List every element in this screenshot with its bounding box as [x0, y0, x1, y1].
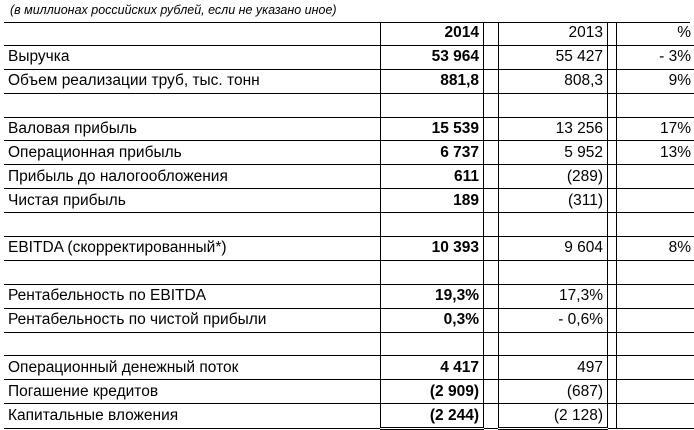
column-gap	[608, 332, 617, 356]
row-label: EBITDA (скорректированный*)	[4, 237, 381, 261]
column-gap	[484, 45, 499, 69]
column-gap	[484, 404, 499, 429]
header-pct: %	[617, 22, 694, 45]
column-gap	[608, 141, 617, 165]
header-gap	[484, 22, 499, 45]
row-label: Валовая прибыль	[4, 117, 381, 141]
row-label: Прибыль до налогообложения	[4, 165, 381, 189]
value-2013	[499, 93, 608, 117]
column-gap	[484, 380, 499, 404]
change-percent	[617, 380, 694, 404]
column-gap	[484, 332, 499, 356]
value-2014: 611	[381, 165, 484, 189]
change-percent	[617, 260, 694, 284]
column-gap	[608, 165, 617, 189]
column-gap	[484, 213, 499, 237]
table-row	[4, 117, 694, 141]
change-percent	[617, 93, 694, 117]
value-2014	[381, 260, 484, 284]
value-2013: 17,3%	[499, 284, 608, 308]
spacer-row	[4, 93, 694, 117]
column-gap	[608, 117, 617, 141]
spacer-row	[4, 332, 694, 356]
header-2013: 2013	[499, 22, 608, 45]
row-label: Выручка	[4, 45, 381, 69]
column-gap	[484, 308, 499, 332]
spacer-row	[4, 260, 694, 284]
table-row	[4, 404, 694, 429]
row-label: Капитальные вложения	[4, 404, 381, 429]
value-2014: 189	[381, 189, 484, 213]
row-label	[4, 93, 381, 117]
value-2013: (311)	[499, 189, 608, 213]
table-row	[4, 308, 694, 332]
header-label-cell	[4, 22, 381, 45]
column-gap	[484, 117, 499, 141]
table-row	[4, 45, 694, 69]
row-label: Рентабельность по EBITDA	[4, 284, 381, 308]
value-2013: 808,3	[499, 69, 608, 93]
value-2014: (2 909)	[381, 380, 484, 404]
change-percent: 8%	[617, 237, 694, 261]
column-gap	[608, 308, 617, 332]
change-percent: 13%	[617, 141, 694, 165]
value-2013	[499, 260, 608, 284]
value-2013	[499, 332, 608, 356]
table-row	[4, 141, 694, 165]
table-row	[4, 189, 694, 213]
table-row	[4, 380, 694, 404]
table-row	[4, 69, 694, 93]
column-gap	[484, 189, 499, 213]
row-label: Объем реализации труб, тыс. тонн	[4, 69, 381, 93]
value-2014: 6 737	[381, 141, 484, 165]
value-2013: 9 604	[499, 237, 608, 261]
column-gap	[484, 284, 499, 308]
value-2014: 10 393	[381, 237, 484, 261]
column-gap	[484, 237, 499, 261]
value-2013: (2 128)	[499, 404, 608, 429]
change-percent: 9%	[617, 69, 694, 93]
value-2013: (687)	[499, 380, 608, 404]
value-2014	[381, 332, 484, 356]
column-gap	[608, 260, 617, 284]
column-gap	[608, 237, 617, 261]
value-2014: 0,3%	[381, 308, 484, 332]
change-percent: - 3%	[617, 45, 694, 69]
row-label: Операционная прибыль	[4, 141, 381, 165]
column-gap	[608, 45, 617, 69]
value-2013	[499, 213, 608, 237]
column-gap	[484, 69, 499, 93]
units-note: (в миллионах российских рублей, если не указано иное)	[10, 3, 337, 17]
change-percent	[617, 284, 694, 308]
change-percent	[617, 308, 694, 332]
value-2013: 55 427	[499, 45, 608, 69]
column-gap	[608, 213, 617, 237]
financial-summary-table	[4, 22, 694, 430]
row-label: Операционный денежный поток	[4, 356, 381, 380]
column-gap	[608, 380, 617, 404]
column-gap	[608, 404, 617, 429]
row-label: Погашение кредитов	[4, 380, 381, 404]
value-2014: (2 244)	[381, 404, 484, 429]
row-label: Чистая прибыль	[4, 189, 381, 213]
value-2013: 5 952	[499, 141, 608, 165]
change-percent	[617, 332, 694, 356]
change-percent	[617, 165, 694, 189]
column-gap	[608, 284, 617, 308]
change-percent	[617, 404, 694, 429]
value-2013: 13 256	[499, 117, 608, 141]
column-gap	[608, 93, 617, 117]
row-label	[4, 213, 381, 237]
value-2014	[381, 93, 484, 117]
spacer-row	[4, 213, 694, 237]
value-2013: (289)	[499, 165, 608, 189]
column-gap	[608, 189, 617, 213]
row-label	[4, 332, 381, 356]
header-2014: 2014	[381, 22, 484, 45]
value-2014: 881,8	[381, 69, 484, 93]
column-gap	[608, 356, 617, 380]
table-body	[4, 22, 694, 429]
value-2014: 15 539	[381, 117, 484, 141]
column-gap	[484, 356, 499, 380]
row-label: Рентабельность по чистой прибыли	[4, 308, 381, 332]
table-row	[4, 165, 694, 189]
table-row	[4, 356, 694, 380]
column-gap	[484, 260, 499, 284]
column-gap	[484, 141, 499, 165]
change-percent	[617, 356, 694, 380]
header-gap	[608, 22, 617, 45]
column-gap	[484, 165, 499, 189]
change-percent	[617, 189, 694, 213]
table-row	[4, 237, 694, 261]
row-label	[4, 260, 381, 284]
change-percent: 17%	[617, 117, 694, 141]
column-gap	[484, 93, 499, 117]
column-gap	[608, 69, 617, 93]
value-2014: 19,3%	[381, 284, 484, 308]
change-percent	[617, 213, 694, 237]
table-row	[4, 284, 694, 308]
value-2013: 497	[499, 356, 608, 380]
header-row	[4, 22, 694, 45]
value-2013: - 0,6%	[499, 308, 608, 332]
value-2014: 53 964	[381, 45, 484, 69]
value-2014: 4 417	[381, 356, 484, 380]
value-2014	[381, 213, 484, 237]
